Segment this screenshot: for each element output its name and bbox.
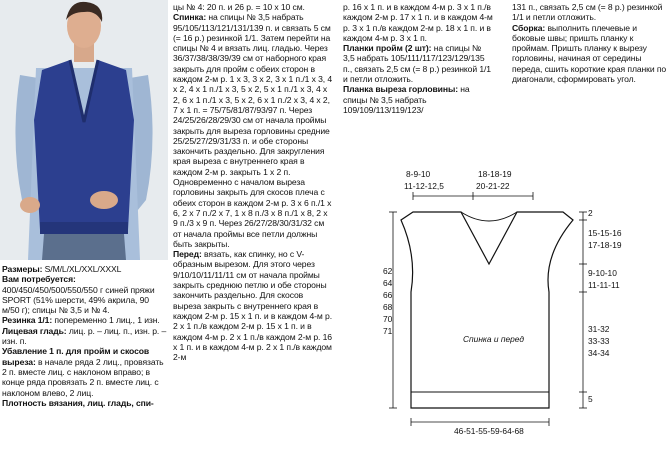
text-column-1 bbox=[2, 264, 168, 408]
back-neck-curve bbox=[461, 212, 517, 221]
right-label-1: 2 bbox=[588, 208, 593, 218]
front-text: вязать, как спинку, но с V-образным вырезом. Для этого через 9/10/10/11/11/11 см от начала проймы закрыть среднюю петлю и обе стороны закончить раздельно. Для скосов выреза закрыть с внутреннего края в каждом 2-м р. 15 х 1 п. и в каждом 4-м р. 2 х 1 п./в каждом 2-м р. 15 х 1 п. и в каждом 4-м р. 2 х 1 п./в каждом 2-м р. 16 х 1 п. и в каждом 4-м р. 2 х 1 п./в каждом 2-м bbox=[173, 249, 332, 363]
density-continued: цы № 4: 20 п. и 26 р. = 10 х 10 см. bbox=[173, 2, 305, 12]
left-label-2: 64 bbox=[383, 278, 393, 288]
sizes-paragraph bbox=[2, 264, 168, 274]
right-label-2b: 17-18-19 bbox=[588, 240, 622, 250]
text-column-2 bbox=[173, 2, 332, 362]
density-paragraph bbox=[2, 398, 168, 408]
materials-paragraph bbox=[2, 274, 168, 315]
rib-paragraph bbox=[2, 315, 168, 325]
right-label-3b: 11-11-11 bbox=[588, 280, 620, 290]
armhole-band-title: Планки пройм (2 шт): bbox=[343, 43, 432, 54]
model-photo-illustration bbox=[0, 0, 168, 260]
model-photo bbox=[0, 0, 168, 260]
decrease-title: Убавление 1 п. для пройм и скосов выреза: bbox=[2, 346, 150, 367]
top-right-label-1: 18-18-19 bbox=[478, 169, 512, 179]
text-column-3 bbox=[343, 2, 493, 115]
text-column-4 bbox=[512, 2, 668, 84]
left-label-6: 71 bbox=[383, 326, 393, 336]
front-paragraph bbox=[173, 249, 332, 362]
right-label-4b: 33-33 bbox=[588, 336, 610, 346]
rib-title: Резинка 1/1: bbox=[2, 315, 53, 326]
front-title: Перед: bbox=[173, 249, 202, 260]
assembly-text: выполнить плечевые и боковые швы; пришть планку к проймам. Пришть планку к вырезу горловины, начиная от середины переда, сшить короткие края планки по диагонали, сформировать угол. bbox=[512, 22, 667, 85]
piece-label: Спинка и перед bbox=[463, 334, 524, 344]
back-text: на спицы № 3,5 набрать 95/105/113/121/131/139 п. и связать 5 см (= 16 р.) резинкой 1/1. Затем перейти на спицы № 4 и вязать лиц. гладью. Через 36/37/38/38/39/39 см от наборного края закрыть для пройм с обеих сторон в каждом 2-м р. 1 х 3, 3 х 2, 3 х 1 п./1 х 3, 4 х 2, 4 х 1 п./1 х 3, 5 х 2, 5 х 1 п./1 х 3, 4 х 2, 6 х 1 п./1 х 3, 5 х 2, 6 х 1 п./2 х 3, 4 х 2, 7 х 1 п. = 75/75/81/87/93/97 п. Через 24/25/26/28/29/30 см от начала проймы закрыть для выреза горловины средние 25/25/27/29/31/33 п. и обе стороны закончить раздельно. Для закругления края выреза с внутреннего края в каждом 2-м р. закрыть 1 х 2 п. Одновременно с началом выреза горловины закрыть для скосов плеча с обеих сторон в каждом 2-м р. 3 х 6 п./1 х 6, 2 х 7 п./2 х 7, 1 х 8 п./3 х 8 п./1 х 8, 2 х 9 п./3 х 9 п. Через 26/27/28/30/31/32 см от начала проймы все петли должны быть закрыты. bbox=[173, 12, 333, 249]
bottom-width-label: 46-51-55-59-64-68 bbox=[454, 426, 524, 436]
assembly-paragraph bbox=[512, 23, 668, 85]
assembly-title: Сборка: bbox=[512, 22, 546, 33]
sizes-title: Размеры: bbox=[2, 264, 43, 274]
back-paragraph bbox=[173, 12, 332, 249]
neck-band-paragraph bbox=[343, 84, 493, 115]
garment-outline bbox=[401, 212, 573, 408]
stockinette-title: Лицевая гладь: bbox=[2, 325, 67, 336]
decrease-paragraph bbox=[2, 346, 168, 397]
sizes-value: S/M/L/XL/XXL/XXXL bbox=[42, 264, 122, 274]
stockinette-paragraph bbox=[2, 326, 168, 347]
right-label-5: 5 bbox=[588, 394, 593, 404]
materials-value: 400/450/450/500/550/550 г синей пряжи SPORT (51% шерсти, 49% акрила, 90 м/50 г); спицы № 3,5 и № 4. bbox=[2, 284, 155, 316]
top-right-label-2: 20-21-22 bbox=[476, 181, 510, 191]
armhole-band-paragraph bbox=[343, 43, 493, 84]
back-title: Спинка: bbox=[173, 12, 207, 23]
decrease-value: в начале ряда 2 лиц., провязать 2 п. вместе лиц. с наклоном вправо; в конце ряда провязать 2 п. вместе лиц. с наклоном влево, 2 лиц. bbox=[2, 356, 164, 398]
right-label-4a: 31-32 bbox=[588, 324, 610, 334]
stockinette-value: лиц. р. – лиц. п., изн. р. – изн. п. bbox=[2, 325, 167, 347]
armhole-band-text: на спицы № 3,5 набрать 105/111/117/123/129/135 п., связать 2,5 см (= 8 р.) резинкой 1/1 и петли отложить. bbox=[343, 43, 491, 85]
left-label-3: 66 bbox=[383, 290, 393, 300]
density-title: Плотность вязания, лиц. гладь, спи- bbox=[2, 397, 154, 408]
materials-title: Вам потребуется: bbox=[2, 274, 76, 285]
left-label-1: 62 bbox=[383, 266, 393, 276]
neck-band-text: на спицы № 3,5 набрать 109/109/113/119/123/ bbox=[343, 84, 470, 115]
right-label-3a: 9-10-10 bbox=[588, 268, 617, 278]
neck-band-continued: 131 п., связать 2,5 см (= 8 р.) резинкой 1/1 и петли отложить. bbox=[512, 2, 663, 23]
rib-value: попеременно 1 лиц., 1 изн. bbox=[52, 315, 160, 326]
left-label-5: 70 bbox=[383, 314, 393, 324]
top-left-label-1: 8-9-10 bbox=[406, 169, 431, 179]
top-left-label-2: 11-12-12,5 bbox=[404, 181, 444, 191]
neck-band-title: Планка выреза горловины: bbox=[343, 84, 458, 95]
right-label-4c: 34-34 bbox=[588, 348, 610, 358]
left-label-4: 68 bbox=[383, 302, 393, 312]
front-continued: р. 16 х 1 п. и в каждом 4-м р. 3 х 1 п./в каждом 2-м р. 17 х 1 п. и в каждом 4-м р. 3 х 1 п./в каждом 2-м р. 18 х 1 п. и в каждом 4-м р. 3 х 1 п. bbox=[343, 2, 493, 43]
right-label-2a: 15-15-16 bbox=[588, 228, 622, 238]
